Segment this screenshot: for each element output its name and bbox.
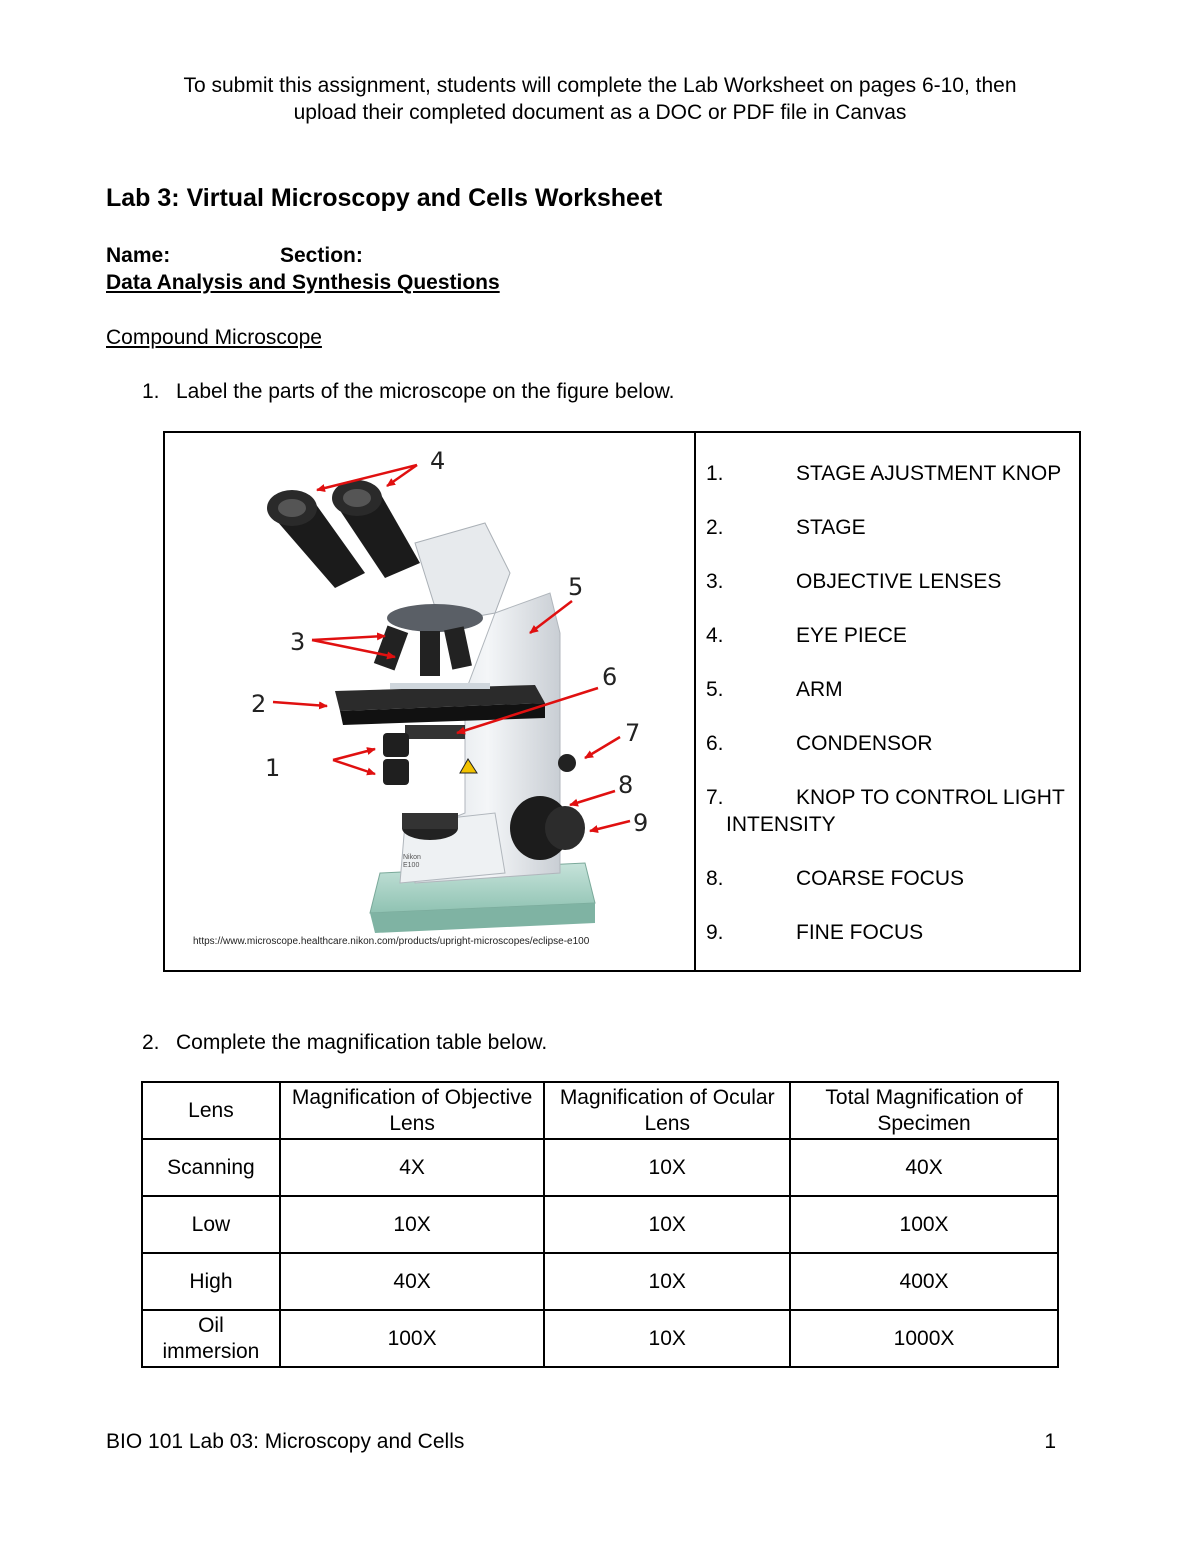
table-cell: 10X	[544, 1310, 790, 1367]
header-lens: Lens	[142, 1082, 280, 1139]
table-cell: 10X	[280, 1196, 544, 1253]
callout-1: 1	[265, 754, 281, 782]
section-label: Section:	[280, 244, 363, 267]
question-2	[142, 1031, 547, 1055]
table-cell: 40X	[790, 1139, 1058, 1196]
part-number: 8.	[706, 867, 724, 890]
part-number: 9.	[706, 921, 724, 944]
part-label: STAGE	[796, 516, 866, 539]
table-cell: 100X	[280, 1310, 544, 1367]
callout-6: 6	[602, 663, 618, 691]
header-ocular: Magnification of Ocular Lens	[544, 1082, 790, 1139]
part-label: ARM	[796, 678, 843, 701]
table-cell: 10X	[544, 1196, 790, 1253]
table-cell: 4X	[280, 1139, 544, 1196]
part-number: 2.	[706, 516, 724, 539]
part-label: STAGE AJUSTMENT KNOP	[796, 462, 1062, 485]
page-number: 1	[1044, 1430, 1056, 1453]
section-title: Compound Microscope	[106, 326, 322, 349]
objective-lenses	[374, 625, 472, 676]
part-number: 7.	[706, 786, 724, 809]
parts-list	[706, 460, 1076, 973]
stage-adjustment-knobs	[383, 733, 409, 785]
part-number: 6.	[706, 732, 724, 755]
table-cell: 1000X	[790, 1310, 1058, 1367]
part-label: CONDENSOR	[796, 732, 933, 755]
submission-instructions	[100, 72, 1100, 126]
question-1-text: Label the parts of the microscope on the figure below.	[176, 380, 675, 403]
parts-list-item	[706, 568, 1076, 595]
part-number: 5.	[706, 678, 724, 701]
question-1	[142, 380, 674, 404]
table-cell: High	[142, 1253, 280, 1310]
eyepieces	[267, 480, 420, 588]
parts-list-item	[706, 919, 1076, 946]
parts-list-item	[706, 730, 1076, 757]
model-text: E100	[403, 862, 420, 869]
table-cell: Scanning	[142, 1139, 280, 1196]
table-header-row	[142, 1082, 1058, 1139]
part-number: 4.	[706, 624, 724, 647]
callout-3: 3	[290, 628, 306, 656]
image-source-url: https://www.microscope.healthcare.nikon.com/products/upright-microscopes/eclipse-e100	[193, 936, 590, 947]
page-footer	[106, 1430, 1056, 1454]
callout-4: 4	[430, 447, 446, 475]
footer-text: BIO 101 Lab 03: Microscopy and Cells	[106, 1430, 465, 1453]
table-cell: 100X	[790, 1196, 1058, 1253]
fine-focus-knob	[545, 806, 585, 850]
microscope-image	[165, 433, 694, 970]
part-label: COARSE FOCUS	[796, 867, 965, 890]
header-objective: Magnification of Objective Lens	[280, 1082, 544, 1139]
table-cell: Low	[142, 1196, 280, 1253]
callout-7: 7	[625, 719, 641, 747]
parts-list-item	[706, 676, 1076, 703]
parts-list-item	[706, 622, 1076, 649]
table-cell: 40X	[280, 1253, 544, 1310]
microscope-figure-box	[163, 431, 1081, 972]
figure-divider	[694, 433, 696, 970]
question-2-number: 2.	[142, 1031, 160, 1054]
part-number: 3.	[706, 570, 724, 593]
part-label: KNOP TO CONTROL LIGHT INTENSITY	[726, 786, 1065, 836]
subheading: Data Analysis and Synthesis Questions	[106, 271, 500, 294]
parts-list-item	[706, 865, 1076, 892]
condenser	[405, 725, 465, 739]
parts-list-item	[706, 514, 1076, 541]
callout-5: 5	[568, 573, 584, 601]
part-label: EYE PIECE	[796, 624, 907, 647]
callout-9: 9	[633, 809, 649, 837]
light-control-knob	[558, 754, 576, 772]
table-cell: 400X	[790, 1253, 1058, 1310]
table-row	[142, 1196, 1058, 1253]
instructions-line-2: upload their completed document as a DOC or PDF file in Canvas	[293, 101, 907, 124]
name-label: Name:	[106, 244, 171, 267]
table-row	[142, 1253, 1058, 1310]
parts-list-item	[706, 460, 1076, 487]
table-row	[142, 1310, 1058, 1367]
table-cell: 10X	[544, 1253, 790, 1310]
brand-text: Nikon	[403, 854, 421, 861]
callout-2: 2	[251, 690, 267, 718]
callout-8: 8	[618, 771, 634, 799]
name-section-row	[106, 244, 363, 268]
worksheet-title: Lab 3: Virtual Microscopy and Cells Worksheet	[106, 184, 663, 212]
part-label: FINE FOCUS	[796, 921, 924, 944]
table-cell: 10X	[544, 1139, 790, 1196]
table-cell: Oil immersion	[142, 1310, 280, 1367]
question-1-number: 1.	[142, 380, 160, 403]
instructions-line-1: To submit this assignment, students will complete the Lab Worksheet on pages 6-10, then	[183, 74, 1017, 97]
header-total: Total Magnification of Specimen	[790, 1082, 1058, 1139]
parts-list-item	[706, 784, 1076, 838]
table-row	[142, 1139, 1058, 1196]
microscope-illustration	[165, 433, 694, 970]
magnification-table	[141, 1081, 1059, 1368]
part-number: 1.	[706, 462, 724, 485]
question-2-text: Complete the magnification table below.	[176, 1031, 548, 1054]
part-label: OBJECTIVE LENSES	[796, 570, 1002, 593]
